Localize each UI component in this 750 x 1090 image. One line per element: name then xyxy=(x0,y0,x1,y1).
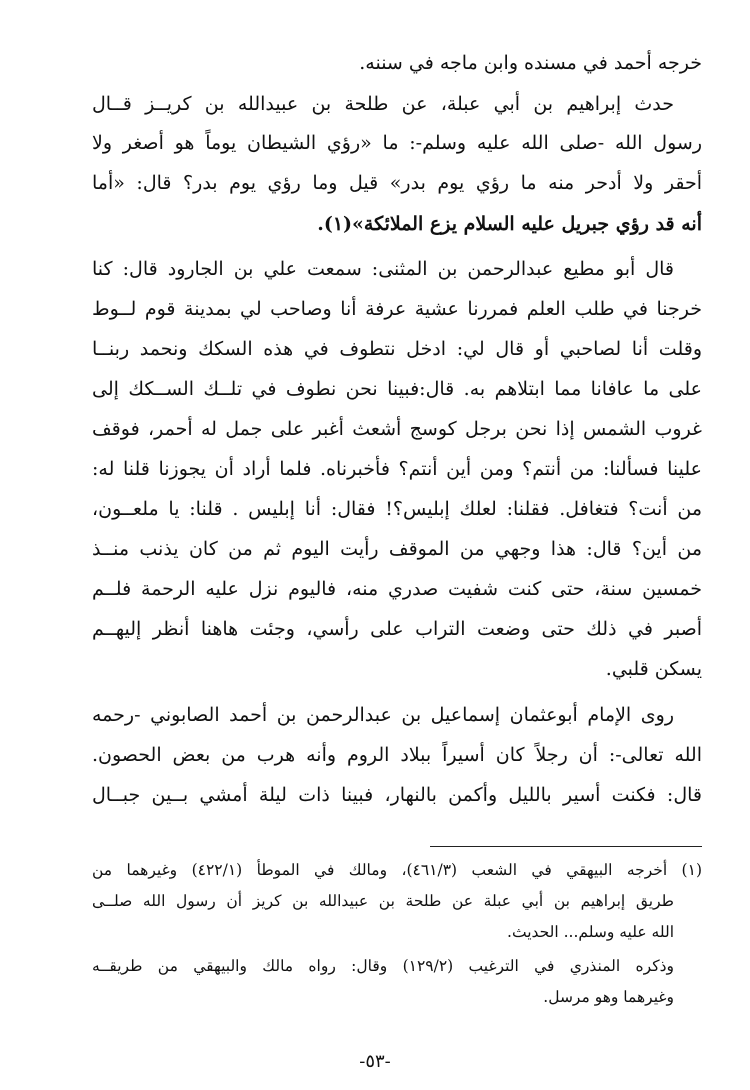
body-line: يسكن قلبي. xyxy=(605,658,702,680)
body-line: خرجنا في طلب العلم فمررنا عشية عرفة أنا وصاحب لي بمدينة قوم لــوط xyxy=(92,298,702,320)
footnote-line: وغيرهما وهو مرسل. xyxy=(543,988,674,1006)
body-line: أصبر في ذلك حتى وضعت التراب على رأسي، وجئت هاهنا أنظر إليهــم xyxy=(92,618,702,640)
body-line: رسول الله -صلى الله عليه وسلم-: ما «رؤي الشيطان يوماً هو أصغر ولا xyxy=(92,132,702,154)
body-line: خمسين سنة، حتى كنت شفيت صدري منه، فاليوم نزل عليه الرحمة فلــم xyxy=(92,578,702,600)
body-line: أحقر ولا أدحر منه ما رؤي يوم بدر» قيل وما رؤي يوم بدر؟ قال: «أما xyxy=(92,172,702,194)
body-line: وقلت أنا لصاحبي أو قال لي: ادخل نتطوف في هذه السكك ونحمد ربنــا xyxy=(92,338,702,360)
body-line: من أنت؟ فتغافل. فقلنا: لعلك إبليس؟! فقال: أنا إبليس . قلنا: يا ملعــون، xyxy=(92,498,702,520)
body-line: غروب الشمس إذا نحن برجل كوسج أشعث أغبر على جمل له أحمر، فوقف xyxy=(92,418,702,440)
footnote-line: طريق إبراهيم بن أبي عبلة عن طلحة بن عبيدالله بن كريز أن رسول الله صلــى xyxy=(92,892,674,910)
body-line: أنه قد رؤي جبريل عليه السلام يزع الملائكة»(١). xyxy=(317,213,702,235)
body-line: من أين؟ قال: هذا وجهي من الموقف رأيت اليوم ثم من كان يذنب منــذ xyxy=(92,538,702,560)
body-line: روى الإمام أبوعثمان إسماعيل بن عبدالرحمن بن أحمد الصابوني -رحمه xyxy=(92,704,674,726)
body-line: حدث إبراهيم بن أبي عبلة، عن طلحة بن عبيدالله بن كريــز قــال xyxy=(92,93,674,115)
footnote-line: الله عليه وسلم... الحديث. xyxy=(507,923,674,941)
body-line: الله تعالى-: أن رجلاً كان أسيراً ببلاد الروم وأنه هرب من بعض الحصون. xyxy=(92,744,702,766)
body-line: علينا فسألنا: من أنتم؟ ومن أين أنتم؟ فأخبرناه. فلما أراد أن يجوزنا قلنا له: xyxy=(92,458,702,480)
body-line: قال: فكنت أسير بالليل وأكمن بالنهار، فبينا ذات ليلة أمشي بــين جبــال xyxy=(92,784,702,806)
footnote-line: وذكره المنذري في الترغيب (١٢٩/٢) وقال: رواه مالك والبيهقي من طريقــه xyxy=(92,957,674,975)
page-number: -٥٣- xyxy=(359,1051,391,1072)
body-line: على ما عافانا مما ابتلاهم به. قال:فبينا نحن نطوف في تلــك الســكك إلى xyxy=(92,378,702,400)
footnote-separator xyxy=(430,846,702,847)
footnote-line: (١) أخرجه البيهقي في الشعب (٤٦١/٣)، ومالك في الموطأ (٤٢٢/١) وغيرهما من xyxy=(92,861,702,879)
body-line: قال أبو مطيع عبدالرحمن بن المثنى: سمعت علي بن الجارود قال: كنا xyxy=(92,258,674,280)
body-line: خرجه أحمد في مسنده وابن ماجه في سننه. xyxy=(359,52,702,74)
